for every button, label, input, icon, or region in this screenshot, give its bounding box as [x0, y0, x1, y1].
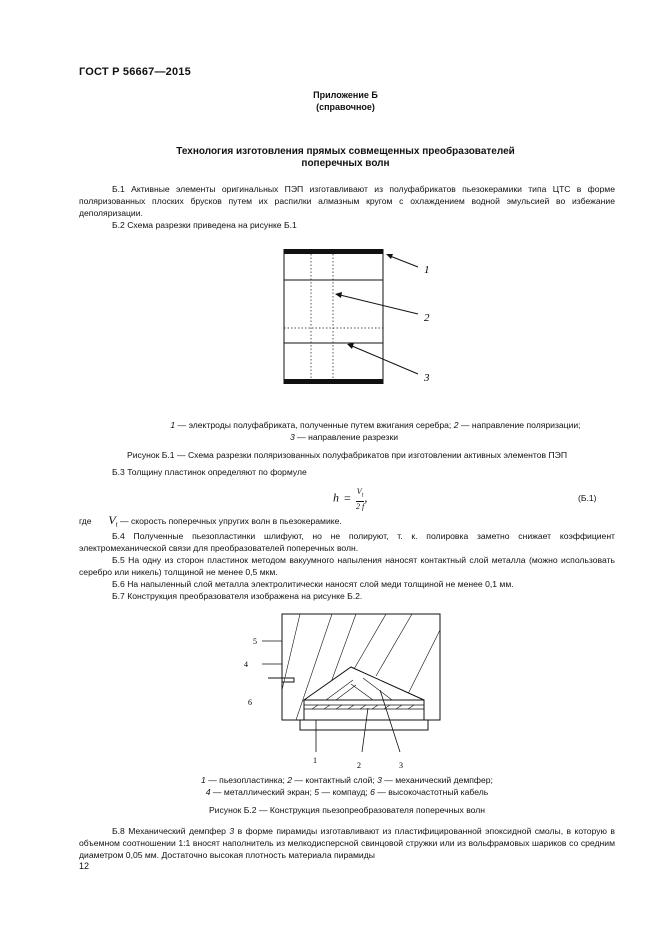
paragraph-b4: Б.4 Полученные пьезопластинки шлифуют, но не полируют, т. к. полировка заметно снижает коэффициент электромеханической связи для преобразователей поперечных волн. — [79, 531, 615, 553]
b8-part-b: в форме пирамиды изготавливают из пластифицированной эпоксидной смолы, в которую в объемном соотношении 1:1 вносят наполнитель из мелкодисперсной свинцовой стружки или из вольфрамовых шариков со средним диаметром 0,05 мм. Достаточно высокая плотность материала пирамиды — [79, 826, 615, 860]
page-number: 12 — [79, 861, 90, 871]
fig2-callout-1: 1 — [313, 756, 317, 765]
legend2-text-6: — высокочастотный кабель — [374, 787, 489, 797]
formula-numerator: V — [356, 487, 362, 496]
paragraph-b1: Б.1 Активные элементы оригинальных ПЭП изготавливают из полуфабрикатов пьезокерамики типа ЦТС в форме поляризованных плоских брусков путем их распилки алмазным кругом с охлаждением водной эмульсией во избежание деполяризации. — [79, 184, 615, 218]
fig2-callout-2: 2 — [357, 761, 361, 770]
paragraph-b3: Б.3 Толщину пластинок определяют по формуле — [112, 467, 307, 477]
fig2-legend-line1 — [79, 774, 615, 786]
fig2-callout-5: 5 — [253, 637, 257, 646]
damper-pyramid — [304, 667, 424, 700]
legend-text-3: — направление разрезки — [294, 432, 399, 442]
legend-num-1: 1 — [170, 420, 176, 430]
fig2-callout-3: 3 — [399, 761, 403, 770]
formula-denominator: 2 f — [355, 501, 365, 511]
fig1-callout-2: 2 — [424, 312, 430, 324]
formula-number: (Б.1) — [578, 493, 597, 503]
fig1-callout-1: 1 — [424, 264, 430, 276]
legend2-num-3: 3 — [377, 775, 382, 785]
fig1-callout-3: 3 — [424, 372, 430, 384]
legend2-num-6: 6 — [370, 787, 375, 797]
formula-numerator-sub: t — [361, 492, 364, 499]
legend-text-1: — электроды полуфабриката, полученные путем вжигания серебра; — [175, 420, 454, 430]
legend-num-3: 3 — [289, 432, 295, 442]
paragraph-b8 — [79, 825, 615, 861]
where-text: — скорость поперечных упругих волн в пьезокерамике. — [120, 516, 342, 526]
piezo-plate — [300, 720, 428, 730]
legend2-num-2: 2 — [287, 775, 293, 785]
appendix-title: Приложение Б — [313, 90, 378, 100]
legend2-num-4: 4 — [205, 787, 211, 797]
where-word: где — [79, 516, 92, 526]
section-title-line2: поперечных волн — [301, 158, 390, 169]
paragraph-b7: Б.7 Конструкция преобразователя изображена на рисунке Б.2. — [112, 591, 363, 601]
fig2-caption: Рисунок Б.2 — Конструкция пьезопреобразователя поперечных волн — [208, 805, 486, 815]
hf-cable — [268, 678, 294, 682]
where-symbol: V — [108, 513, 116, 527]
section-title-line1: Технология изготовления прямых совмещенных преобразователей — [176, 146, 515, 157]
legend2-text-2: — контактный слой; — [292, 775, 378, 785]
document-header: ГОСТ Р 56667—2015 — [79, 66, 191, 78]
legend-num-2: 2 — [453, 420, 459, 430]
legend2-num-1: 1 — [201, 775, 206, 785]
legend2-text-3: — механический демпфер; — [381, 775, 493, 785]
legend2-num-5: 5 — [314, 787, 320, 797]
formula-b1: h = $\frac{V_t}{2 f}$ , — [333, 487, 368, 511]
b8-part-a: Б.8 Механический демпфер — [112, 826, 230, 836]
fig1-caption: Рисунок Б.1 — Схема разрезки поляризованных полуфабрикатов при изготовлении активных элементов ПЭП — [126, 450, 568, 460]
formula-lhs: h — [333, 490, 339, 505]
paragraph-b5: Б.5 На одну из сторон пластинок методом вакуумного напыления наносят контактный слой металла (можно использовать серебро или никель) толщиной не менее 0,5 мкм. — [79, 555, 615, 577]
contact-layer — [304, 700, 424, 720]
paragraph-b6: Б.6 На напыленный слой металла электролитически наносят слой меди толщиной не менее 0,1 мм. — [112, 579, 514, 589]
fig2-callout-4: 4 — [244, 660, 248, 669]
b8-number: 3 — [229, 826, 235, 836]
legend2-text-4: — металлический экран; — [210, 787, 315, 797]
appendix-subtitle: (справочное) — [316, 102, 375, 112]
legend-text-2: — направление поляризации; — [458, 420, 581, 430]
legend2-text-1: — пьезопластинка; — [205, 775, 288, 785]
fig2-callout-6: 6 — [248, 698, 252, 707]
where-symbol-sub: t — [115, 520, 118, 529]
paragraph-b2: Б.2 Схема разрезки приведена на рисунке Б.1 — [112, 220, 297, 230]
legend2-text-5: — компауд; — [319, 787, 371, 797]
fig2-legend-line2 — [79, 786, 615, 798]
